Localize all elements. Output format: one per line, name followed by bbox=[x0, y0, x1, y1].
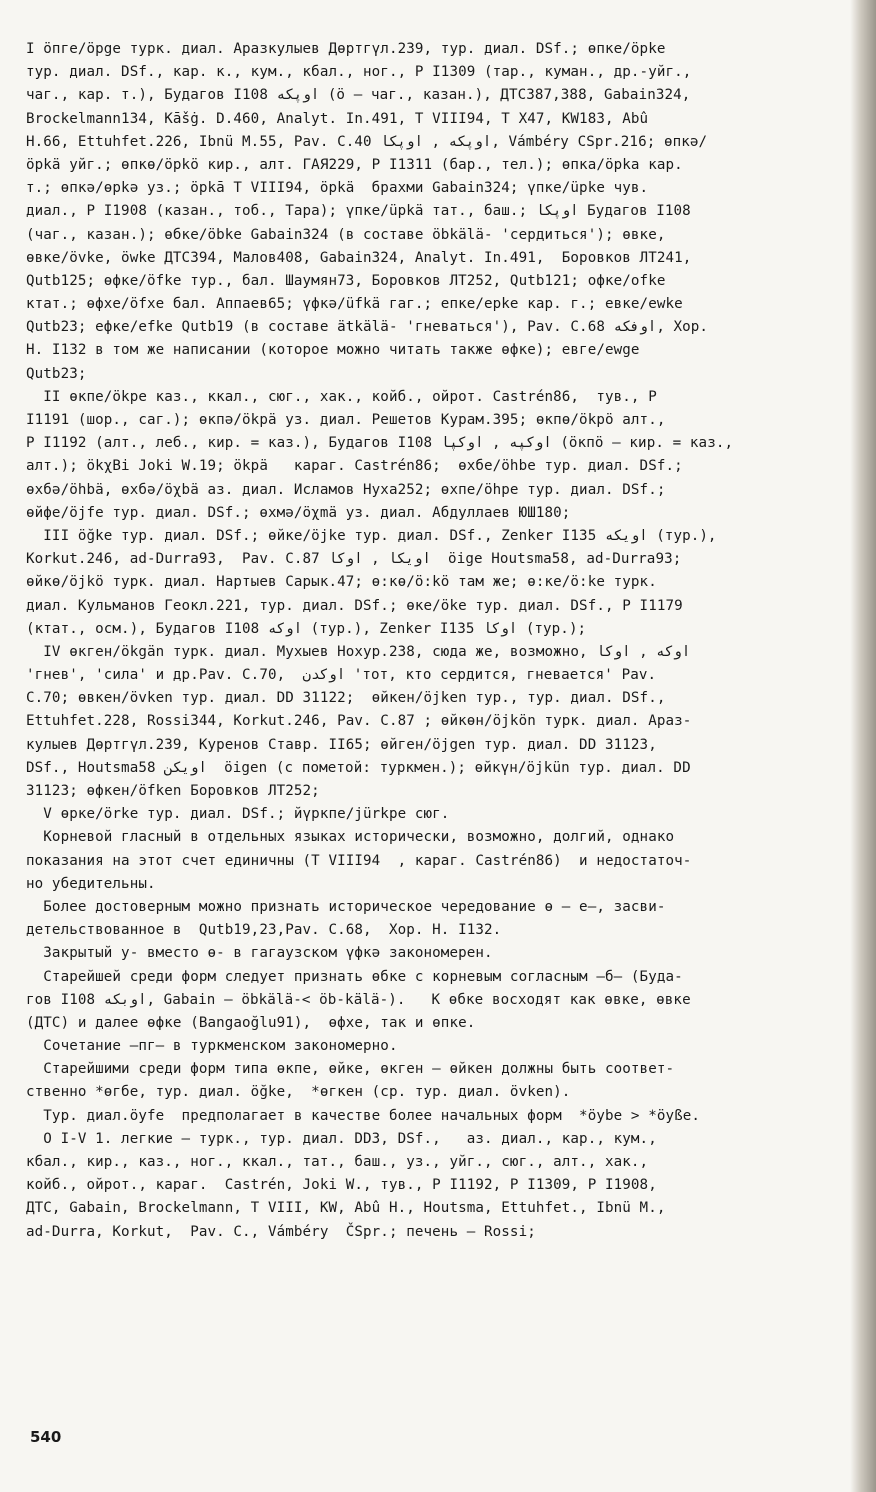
text-line: өвке/övke, öwke ДТС394, Малов408, Gabain324, Analyt. In.491, Боровков ЛТ241, bbox=[26, 249, 692, 266]
text-line: алт.); ökχBi Joki W.19; ökpä караг. Castrén86; өхбе/öhbe тур. диал. DSf.; bbox=[26, 458, 683, 475]
text-line: гов I108 اوبكه, Gabain – öbkälä-< öb-kälä-). К өбке восходят как өвке, өвке bbox=[26, 991, 691, 1008]
text-line: диал., Р I1908 (казан., тоб., Тара); үпке/üpkä тат., баш.; اوپكا Будагов I108 bbox=[26, 203, 691, 220]
text-line: I ӧпге/ӧрge турк. диал. Аразкулыев Дөртгүл.239, тур. диал. DSf.; өпке/öpke bbox=[26, 41, 666, 57]
text-line: Сочетание –пг– в туркменском закономерно. bbox=[26, 1038, 398, 1055]
text-line: (ДТС) и далее өфке (Bangaoğlu91), өфхе, так и өпке. bbox=[26, 1014, 476, 1031]
text-line: öpkä уйг.; өпкө/öpkö кир., алт. ГАЯ229, Р I1311 (бар., тел.); өпка/öpka кар. bbox=[26, 156, 683, 173]
text-line: Закрытый у- вместо ө- в гагаузском үфкә закономерен. bbox=[26, 945, 493, 962]
text-line: өйфе/öjfe тур. диал. DSf.; өхмә/öχmä уз. диал. Абдуллаев ЮШ180; bbox=[26, 504, 571, 521]
text-line: Старейшими среди форм типа өкпе, өйке, өкген – өйкен должны быть соответ- bbox=[26, 1061, 675, 1078]
text-line: детельствованное в Qutb19,23,Pav. C.68, Хор. Н. I132. bbox=[26, 922, 502, 939]
text-line: Н. I132 в том же написании (которое можно читать также өфке); евге/ewge bbox=[26, 342, 640, 359]
text-line: 'гнев', 'сила' и др.Pav. C.70, اوكدن 'тот, кто сердится, гневается' Pav. bbox=[26, 667, 657, 684]
text-line: ad-Durra, Korkut, Pav. C., Vámbéry ČSpr.; печень – Rossi; bbox=[26, 1223, 536, 1240]
text-line: ственно *өгбе, тур. диал. öğke, *өгкен (ср. тур. диал. övken). bbox=[26, 1084, 571, 1101]
text-line: Корневой гласный в отдельных языках исторически, возможно, долгий, однако bbox=[26, 829, 675, 846]
text-line: 31123; өфкен/öfken Боровков ЛТ252; bbox=[26, 783, 320, 799]
text-line: тур. диал. DSf., кар. к., кум., кбал., ног., Р I1309 (тар., куман., др.-уйг., bbox=[26, 64, 692, 81]
text-line: Qutb23; bbox=[26, 365, 87, 382]
text-line: койб., ойрот., караг. Castrén, Joki W., тув., Р I1192, Р I1309, Р I1908, bbox=[26, 1177, 657, 1194]
text-line: IV өкген/ökgän турк. диал. Мухыев Нохур.238, сюда же, возможно, اوكه , اوكا bbox=[26, 643, 691, 660]
text-line: Brockelmann134, Kāšġ. D.460, Analyt. In.491, T VIII94, T X47, KW183, Abû bbox=[26, 110, 649, 127]
text-line: Qutb23; ефке/efke Qutb19 (в составе ätkälä- 'гневаться'), Pav. C.68 اوفكه, Хор. bbox=[26, 319, 709, 336]
text-line: V өрке/örke тур. диал. DSf.; йүркпе/jürkpe сюг. bbox=[26, 806, 450, 823]
text-line: O I-V 1. легкие – турк., тур. диал. DD3, DSf., аз. диал., кар., кум., bbox=[26, 1130, 657, 1147]
text-line: кбал., кир., каз., ног., ккал., тат., баш., уз., уйг., сюг., алт., хак., bbox=[26, 1154, 649, 1170]
text-line: II өкпе/ökpe каз., ккал., сюг., хак., койб., ойрот. Castrén86, тув., Р bbox=[26, 388, 657, 405]
page-number: 540 bbox=[30, 1428, 62, 1446]
text-line: Старейшей среди форм следует признать өбке с корневым согласным –б– (Буда- bbox=[26, 968, 683, 985]
text-line: III öğke тур. диал. DSf.; өйке/öjke тур. диал. DSf., Zenker I135 اويكه (тур.), bbox=[26, 527, 717, 544]
text-line: Qutb125; өфке/öfke тур., бал. Шаумян73, Боровков ЛТ252, Qutb121; офке/ofke bbox=[26, 272, 666, 289]
text-line: ктат.; өфхе/öfxe бал. Аппаев65; үфкә/üfkä гаг.; епке/epke кар. г.; евке/ewke bbox=[26, 296, 683, 313]
text-line: кулыев Дөртгүл.239, Куренов Ставр. II65; өйген/öjgen тур. диал. DD 31123, bbox=[26, 736, 657, 753]
text-line: Более достоверным можно признать историческое чередование ө – е–, засви- bbox=[26, 898, 666, 915]
text-line: Ettuhfet.228, Rossi344, Korkut.246, Pav. C.87 ; өйкөн/öjkön турк. диал. Араз- bbox=[26, 713, 692, 730]
text-line: өйкө/öjkö турк. диал. Нартыев Сарык.47; ө:кө/ö:kö там же; ө:ке/ö:ke турк. bbox=[26, 574, 657, 591]
scan-edge-shadow bbox=[850, 0, 876, 1492]
text-line: чаг., кар. т.), Будагов I108 اوپكه (ӧ – чаг., казан.), ДТС387,388, Gabain324, bbox=[26, 87, 691, 104]
text-line: DSf., Houtsma58 اويكن öigen (с пометой: туркмен.); өйкүн/öjkün тур. диал. DD bbox=[26, 759, 691, 776]
text-line: H.66, Ettuhfet.226, Ibnü M.55, Pav. C.40 اوپكه , اوپكا, Vámbéry CSpr.216; өпкә/ bbox=[26, 133, 708, 150]
text-line: т.; өпкә/өрkә уз.; öpkā Т VIII94, öpkä брахми Gabain324; үпке/üpke чув. bbox=[26, 180, 649, 197]
text-line: диал. Кульманов Геокл.221, тур. диал. DSf.; өке/öke тур. диал. DSf., Р I1179 bbox=[26, 597, 683, 614]
text-line: Р I1192 (алт., леб., кир. = каз.), Будагов I108 اوكپه , اوكپا (ӧкпӧ – кир. = каз., bbox=[26, 435, 734, 452]
text-line: но убедительны. bbox=[26, 875, 156, 892]
text-line: показания на этот счет единичны (Т VIII94 , караг. Castrén86) и недостаточ- bbox=[26, 852, 692, 869]
text-line: Тур. диал.öyfe предполагает в качестве более начальных форм *öybe > *öyße. bbox=[26, 1107, 701, 1124]
text-line: (ктат., осм.), Будагов I108 اوكه (тур.), Zenker I135 اوكا (тур.); bbox=[26, 620, 587, 637]
text-line: (чаг., казан.); өбке/öbke Gabain324 (в составе öbkälä- 'сердиться'); өвке, bbox=[26, 226, 666, 243]
text-line: Korkut.246, ad-Durra93, Pav. C.87 اويكا , اوكا öige Houtsma58, ad-Durra93; bbox=[26, 551, 682, 568]
entry-text-block bbox=[26, 38, 836, 1244]
text-line: I1191 (шор., саг.); өкпә/ökpä уз. диал. Решетов Курам.395; өкпө/ökpö алт., bbox=[26, 412, 666, 428]
text-line: ДТС, Gabain, Brockelmann, T VIII, KW, Abû H., Houtsma, Ettuhfet., Ibnü M., bbox=[26, 1200, 666, 1217]
text-line: өхбә/öhbä, өхбә/öχbä аз. диал. Исламов Нуха252; өхпе/öhpe тур. диал. DSf.; bbox=[26, 481, 666, 498]
text-line: C.70; өвкен/övken тур. диал. DD 31122; өйкен/öjken тур., тур. диал. DSf., bbox=[26, 690, 666, 707]
